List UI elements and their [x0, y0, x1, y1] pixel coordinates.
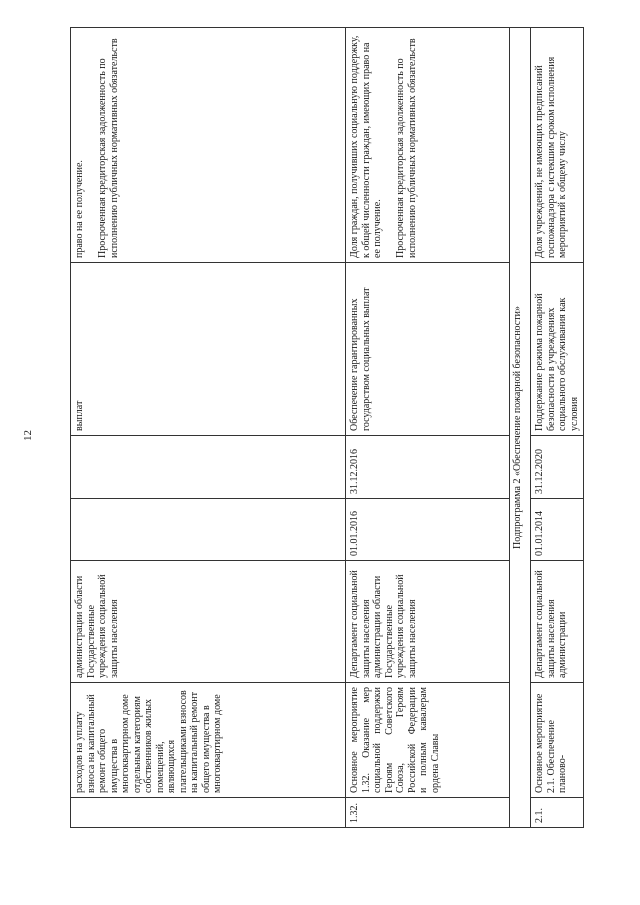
measure-name: Основное мероприятие 2.1. Обеспечение планово- [531, 683, 584, 798]
end-date: 31.12.2016 [346, 436, 510, 499]
expected-result: выплат [71, 263, 346, 436]
table-row [346, 28, 510, 828]
executor: Департамент социальной защиты населения администрации [531, 561, 584, 683]
row-number: 1.32. [346, 798, 510, 828]
start-date: 01.01.2016 [346, 499, 510, 561]
row-number: 2.1. [531, 798, 584, 828]
start-date: 01.01.2014 [531, 499, 584, 561]
executor: администрации области Государственные учреждения социальной защиты населения [71, 561, 346, 683]
table-row [531, 28, 584, 828]
subprogram-heading: Подпрограмма 2 «Обеспечение пожарной безопасности» [510, 28, 531, 828]
measure-name: расходов на уплату взноса на капитальный ремонт общего имущества в многоквартирном доме отдельным категориям собственников жилых помещений, являющихся плательщиками взносов на капитальный ремонт общего имущества в многоквартирном доме [71, 683, 346, 798]
expected-result: Обеспечение гарантированных государством социальных выплат [346, 263, 510, 436]
page-number: 12 [22, 430, 34, 441]
end-date: 31.12.2020 [531, 436, 584, 499]
start-date [71, 499, 346, 561]
indicator: Доля граждан, получивших социальную поддержку, к общей численности граждан, имеющих право на ее получение. Просроченная кредиторская задолженность по исполнению публичных нормативных обязательств [346, 28, 510, 263]
expected-result: Поддержание режима пожарной безопасности в учреждениях социального обслуживания как условия [531, 263, 584, 436]
end-date [71, 436, 346, 499]
subprogram-row [510, 28, 531, 828]
indicator: Доля учреждений, не имеющих предписаний госпожнадзора с истекшим сроком исполнения мероприятий к общему числу [531, 28, 584, 263]
measures-table-rotated [70, 28, 590, 828]
indicator: право на ее получение. Просроченная кредиторская задолженность по исполнению публичных нормативных обязательств [71, 28, 346, 263]
row-number [71, 798, 346, 828]
executor: Департамент социальной защиты населения администрации области Государственные учреждения социальной защиты населения [346, 561, 510, 683]
measures-table [70, 27, 584, 828]
table-row [71, 28, 346, 828]
measure-name: Основное мероприятие 1.32. Оказание мер социальной поддержки Героям Советского Союза, Героям Российской Федерации и полным кавалерам ордена Славы [346, 683, 510, 798]
